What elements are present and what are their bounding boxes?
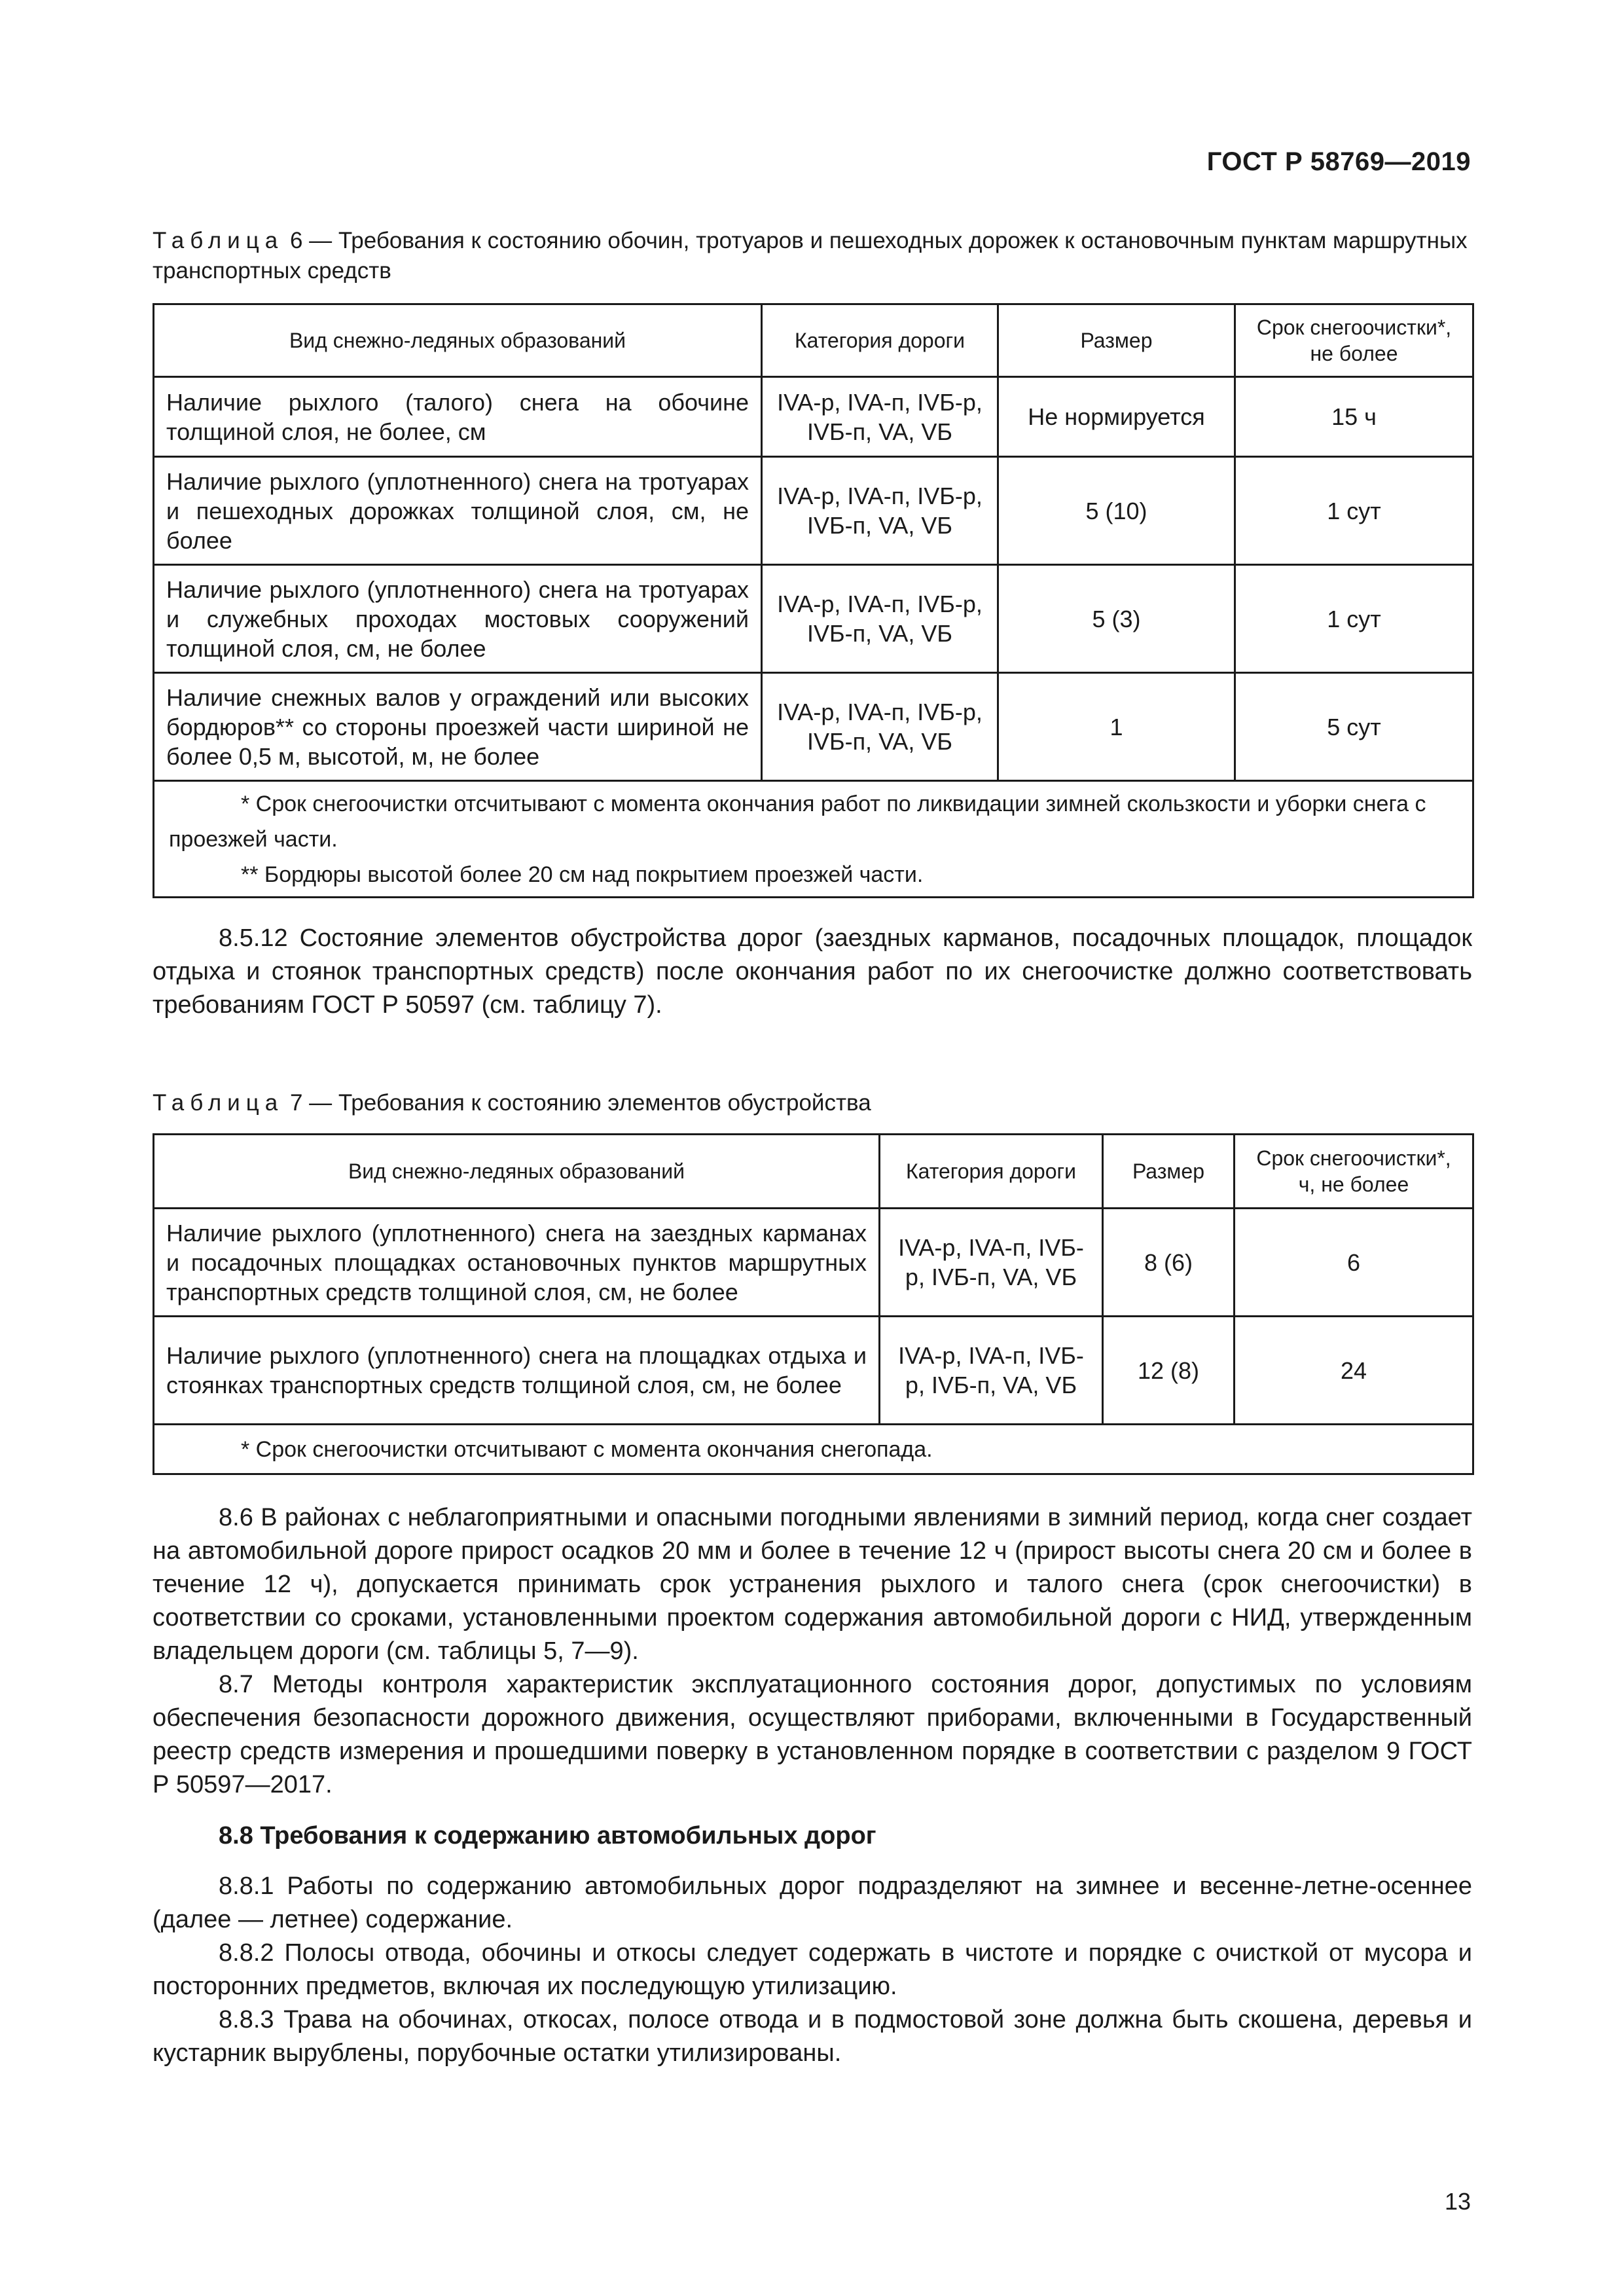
table7-notes-row (154, 1425, 1473, 1474)
table6-notes (154, 781, 1473, 898)
table6-caption (153, 226, 1471, 286)
table6-col-type: Вид снежно-ледяных образований (154, 304, 762, 377)
cell-term: 1 сут (1235, 457, 1473, 565)
paragraph-8-7: 8.7 Методы контроля характеристик эксплуатационного состояния дорог, допустимых по условиям обеспечения безопасности дорожного движения, осуществляют приборами, включенными в Государственный реестр средств измерения и прошедшими поверку в установленном порядке в соответствии с разделом 9 ГОСТ Р 50597—2017. (153, 1671, 1472, 1798)
paragraph-8-8-2: 8.8.2 Полосы отвода, обочины и откосы следует содержать в чистоте и порядке с очисткой от мусора и посторонних предметов, включая их последующую утилизацию. (153, 1939, 1472, 2000)
table6 (153, 303, 1474, 898)
cell-category: IVA-р, IVA-п, IVБ-р, IVБ-п, VA, VБ (762, 377, 998, 457)
cell-term: 15 ч (1235, 377, 1473, 457)
table6-header-row (154, 304, 1473, 377)
cell-size: 1 (998, 673, 1235, 781)
cell-size: 12 (8) (1103, 1317, 1235, 1425)
table-row (154, 457, 1473, 565)
table6-col-category: Категория дороги (762, 304, 998, 377)
table7-col-size: Размер (1103, 1135, 1235, 1209)
table7-caption-text: 7 — Требования к состоянию элементов обустройства (283, 1090, 871, 1116)
section-heading-8-8: 8.8 Требования к содержанию автомобильных дорог (219, 1822, 876, 1850)
table7-notes (154, 1425, 1473, 1474)
cell-size: Не нормируется (998, 377, 1235, 457)
paragraph-8-5-12: 8.5.12 Состояние элементов обустройства дорог (заездных карманов, посадочных площадок, площадок отдыха и стоянок транспортных средств) после окончания работ по их снегоочистке должно соответствовать требованиям ГОСТ Р 50597 (см. таблицу 7). (153, 924, 1472, 1019)
table7 (153, 1133, 1474, 1475)
table7-header-row (154, 1135, 1473, 1209)
cell-category: IVA-р, IVA-п, IVБ-р, IVБ-п, VA, VБ (880, 1209, 1103, 1317)
standard-designation: ГОСТ Р 58769—2019 (1206, 147, 1471, 176)
cell-size: 5 (10) (998, 457, 1235, 565)
table6-note: * Срок снегоочистки отсчитывают с момента окончания работ по ликвидации зимней скользкости и уборки снега с проезжей части. (169, 791, 1426, 852)
page-number: 13 (1444, 2188, 1471, 2215)
table7-note: * Срок снегоочистки отсчитывают с момента окончания снегопада. (241, 1436, 933, 1462)
table-row (154, 1317, 1473, 1425)
table7-caption (153, 1088, 1471, 1118)
cell-size: 8 (6) (1103, 1209, 1235, 1317)
table7-caption-word: Таблица (153, 1090, 284, 1116)
cell-category: IVA-р, IVA-п, IVБ-р, IVБ-п, VA, VБ (762, 565, 998, 673)
cell-category: IVA-р, IVA-п, IVБ-р, IVБ-п, VA, VБ (762, 457, 998, 565)
cell-type: Наличие рыхлого (уплотненного) снега на площадках отдыха и стоянках транспортных средств толщиной слоя, см, не более (154, 1317, 880, 1425)
table-row (154, 1209, 1473, 1317)
table6-col-size: Размер (998, 304, 1235, 377)
paragraph-8-8-3: 8.8.3 Трава на обочинах, откосах, полосе отвода и в подмостовой зоне должна быть скошена, деревья и кустарник вырублены, порубочные остатки утилизированы. (153, 2006, 1472, 2067)
cell-category: IVA-р, IVA-п, IVБ-р, IVБ-п, VA, VБ (762, 673, 998, 781)
table-row (154, 377, 1473, 457)
table6-caption-word: Таблица (153, 228, 284, 253)
cell-term: 24 (1235, 1317, 1473, 1425)
cell-term: 5 сут (1235, 673, 1473, 781)
cell-size: 5 (3) (998, 565, 1235, 673)
table-row (154, 565, 1473, 673)
cell-type: Наличие рыхлого (уплотненного) снега на тротуарах и пешеходных дорожках толщиной слоя, см, не более (154, 457, 762, 565)
table6-caption-text: 6 — Требования к состоянию обочин, тротуаров и пешеходных дорожек к остановочным пунктам маршрутных транспортных средств (153, 228, 1468, 283)
cell-term: 1 сут (1235, 565, 1473, 673)
cell-type: Наличие рыхлого (уплотненного) снега на тротуарах и служебных проходах мостовых сооружений толщиной слоя, см, не более (154, 565, 762, 673)
cell-type: Наличие снежных валов у ограждений или высоких бордюров** со стороны проезжей части шириной не более 0,5 м, высотой, м, не более (154, 673, 762, 781)
paragraphs-8-6-8-7 (153, 1501, 1472, 1802)
paragraphs-8-8-x (153, 1870, 1472, 2070)
table7-col-category: Категория дороги (880, 1135, 1103, 1209)
table7-col-type: Вид снежно-ледяных образований (154, 1135, 880, 1209)
table6-col-term: Срок снегоочистки*, не более (1235, 304, 1473, 377)
table-row (154, 673, 1473, 781)
cell-term: 6 (1235, 1209, 1473, 1317)
paragraph-8-8-1: 8.8.1 Работы по содержанию автомобильных дорог подразделяют на зимнее и весенне-летне-осеннее (далее — летнее) содержание. (153, 1872, 1472, 1933)
paragraph-8-6: 8.6 В районах с неблагоприятными и опасными погодными явлениями в зимний период, когда снег создает на автомобильной дороге прирост осадков 20 мм и более в течение 12 ч (прирост высоты снега 20 см и более в течение 12 ч), допускается принимать срок устранения рыхлого и талого снега (срок снегоочистки) в соответствии со сроками, установленными проектом содержания автомобильной дороги с НИД, утвержденным владельцем дороги (см. таблицы 5, 7—9). (153, 1504, 1472, 1665)
table6-note: ** Бордюры высотой более 20 см над покрытием проезжей части. (241, 862, 924, 887)
cell-category: IVA-р, IVA-п, IVБ-р, IVБ-п, VA, VБ (880, 1317, 1103, 1425)
table6-notes-row (154, 781, 1473, 898)
table7-col-term: Срок снегоочистки*, ч, не более (1235, 1135, 1473, 1209)
cell-type: Наличие рыхлого (уплотненного) снега на заездных карманах и посадочных площадках остановочных пунктов маршрутных транспортных средств толщиной слоя, см, не более (154, 1209, 880, 1317)
cell-type: Наличие рыхлого (талого) снега на обочине толщиной слоя, не более, см (154, 377, 762, 457)
